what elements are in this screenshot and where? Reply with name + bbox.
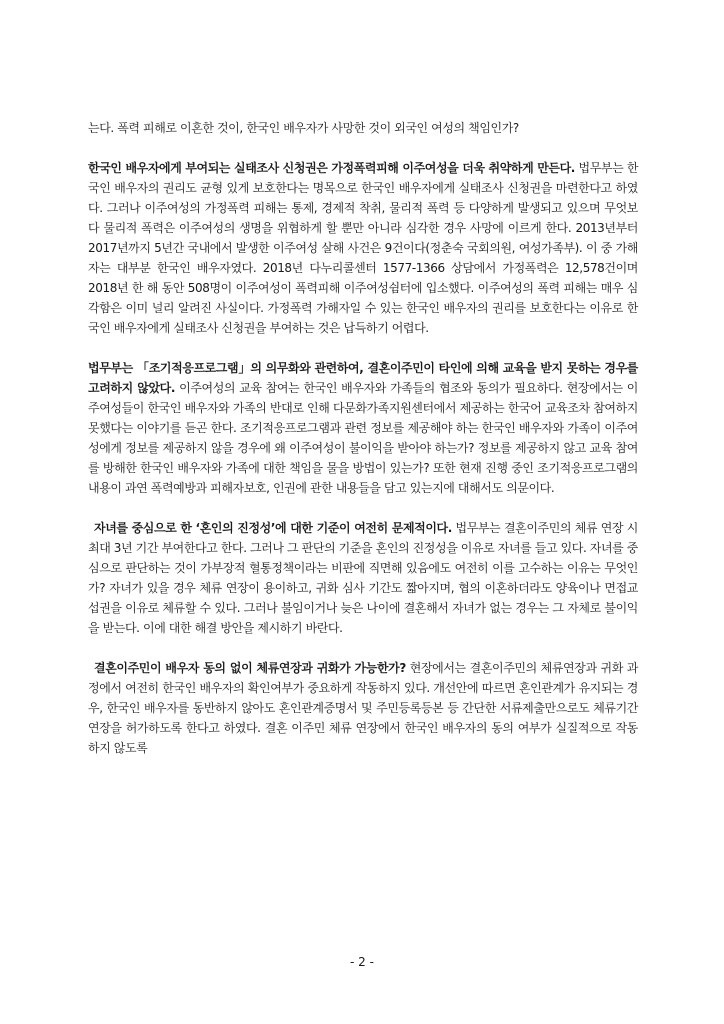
section-paragraph <box>88 358 638 498</box>
section-body: 법무부는 한국인 배우자의 권리도 균형 있게 보호한다는 명목으로 한국인 배우자에게 실태조사 신청권을 마련한다고 하였다. 그러나 이주여성의 가정폭력 피해는 통제, 경제적 착취, 물리적 폭력 등 다양하게 발생되고 있으며 무엇보다 물리적 폭력은 이주여성의 생명을 위협하게 할 뿐만 아니라 심각한 경우 사망에 이르게 한다. 2013년부터 2017년까지 5년간 국내에서 발생한 이주여성 살해 사건은 9건이다(정춘숙 국회의원, 여성가족부). 이 중 가해자는 대부분 한국인 배우자였다. 2018년 다누리콜센터 1577-1366 상담에서 가정폭력은 12,578건이며 2018년 한 해 동안 508명이 이주여성이 폭력피해 이주여성쉼터에 입소했다. 이주여성의 폭력 피해는 매우 심각함은 이미 널리 알려진 사실이다. 가정폭력 가해자일 수 있는 한국인 배우자의 권리를 보호한다는 이유로 한국인 배우자에게 실태조사 신청권을 부여하는 것은 납득하기 어렵다. <box>88 161 639 335</box>
section-spouse-survey-right <box>88 158 638 338</box>
section-paragraph <box>88 518 638 638</box>
section-body: 법무부는 결혼이주민의 체류 연장 시 최대 3년 기간 부여한다고 한다. 그러나 그 판단의 기준을 혼인의 진정성을 이유로 자녀를 들고 있다. 자녀를 중심으로 판단하는 것이 가부장적 혈통정책이라는 비판에 직면해 있음에도 여전히 이를 고수하는 이유는 무엇인가? 자녀가 있을 경우 체류 연장이 용이하고, 귀화 심사 기간도 짧아지며, 협의 이혼하더라도 양육이나 면접교섭권을 이유로 체류할 수 있다. 그러나 불임이거나 늦은 나이에 결혼해서 자녀가 없는 경우는 그 자체로 불이익을 받는다. 이에 대한 해결 방안을 제시하기 바란다. <box>88 521 638 635</box>
section-paragraph <box>88 158 638 338</box>
section-paragraph <box>88 658 638 758</box>
document-page <box>88 118 638 758</box>
section-spouse-consent <box>88 658 638 758</box>
section-marriage-authenticity <box>88 518 638 638</box>
section-lead: 법무부는 「조기적응프로그램」의 의무화와 관련하여, 결혼이주민이 타인에 의해 교육을 받지 못하는 경우를 고려하지 않았다. <box>88 361 638 395</box>
page-number: - 2 - <box>350 955 374 969</box>
section-lead: 자녀를 중심으로 한 ‘혼인의 진정성’에 대한 기준이 여전히 문제적이다. <box>94 521 452 535</box>
section-body: 현장에서는 결혼이주민의 체류연장과 귀화 과정에서 여전히 한국인 배우자의 확인여부가 중요하게 작동하지 있다. 개선안에 따르면 혼인관계가 유지되는 경우, 한국인 배우자를 동반하지 않아도 혼인관계증명서 및 주민등록등본 등 간단한 서류제출만으로도 체류기간연장을 허가하도록 한다고 하였다. 결혼 이주민 체류 연장에서 한국인 배우자의 동의 여부가 실질적으로 작동하지 않도록 <box>88 661 638 755</box>
intro-paragraph: 는다. 폭력 피해로 이혼한 것이, 한국인 배우자가 사망한 것이 외국인 여성의 책임인가? <box>88 121 519 135</box>
section-lead: 한국인 배우자에게 부여되는 실태조사 신청권은 가정폭력피해 이주여성을 더욱 취약하게 만든다. <box>88 161 575 175</box>
section-lead: 결혼이주민이 배우자 동의 없이 체류연장과 귀화가 가능한가? <box>94 661 406 675</box>
section-body: 이주여성의 교육 참여는 한국인 배우자와 가족들의 협조와 동의가 필요하다. 현장에서는 이주여성들이 한국인 배우자와 가족의 반대로 인해 다문화가족지원센터에서 제공하는 한국어 교육조차 참여하지 못했다는 이야기를 듣곤 한다. 조기적응프로그램과 관련 정보를 제공해야 하는 한국인 배우자와 가족이 이주여성에게 정보를 제공하지 않을 경우에 왜 이주여성이 불이익을 받아야 하는가? 정보를 제공하지 않고 교육 참여를 방해한 한국인 배우자와 가족에 대한 책임을 물을 방법이 있는가? 또한 현재 진행 중인 조기적응프로그램의 내용이 과연 폭력예방과 피해자보호, 인권에 관한 내용들을 담고 있는지에 대해서도 의문이다. <box>88 381 638 495</box>
section-early-adaptation-program <box>88 358 638 498</box>
